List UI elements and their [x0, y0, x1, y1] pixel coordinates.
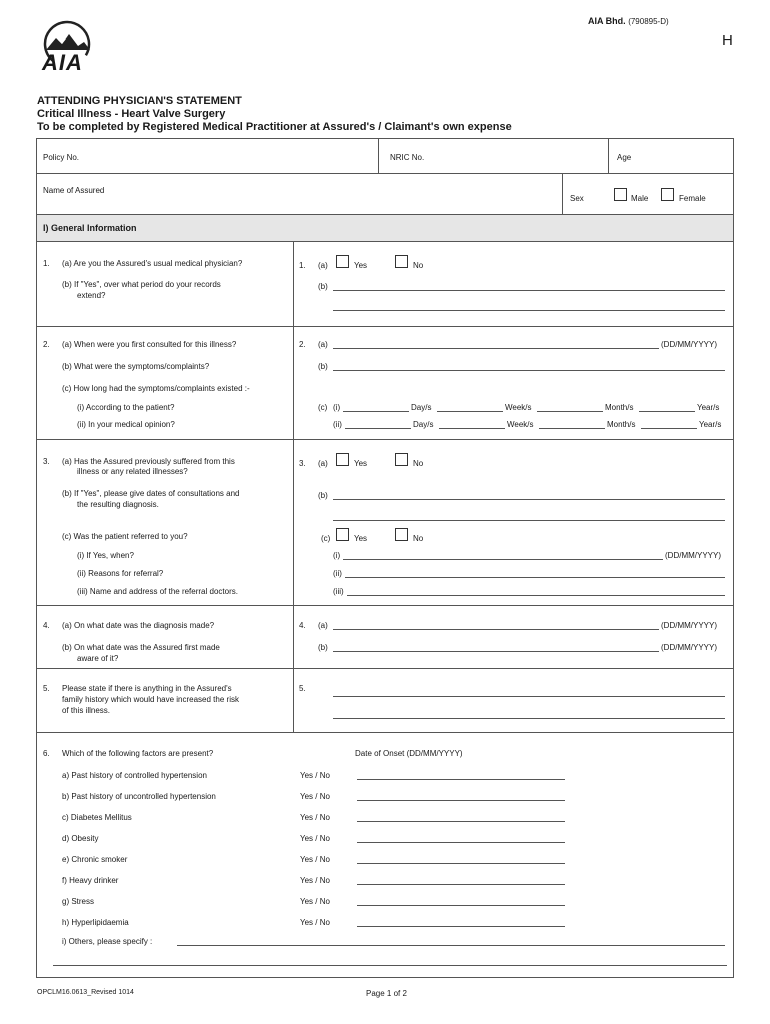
onset-date-line[interactable] [357, 800, 565, 801]
q5-answer-line-2[interactable] [333, 718, 725, 719]
onset-date-line[interactable] [357, 821, 565, 822]
q2c-text: (c) How long had the symptoms/complaints existed :- [62, 384, 250, 393]
q1a-yes-checkbox[interactable] [336, 255, 349, 268]
onset-date-line[interactable] [357, 842, 565, 843]
q5-text: Please state if there is anything in the Assured's [62, 684, 232, 693]
q2cii-years-line[interactable] [641, 428, 697, 429]
onset-date-line[interactable] [357, 863, 565, 864]
q4b-text: (b) On what date was the Assured first made [62, 643, 220, 652]
age-label: Age [617, 153, 632, 162]
q1b-answer-line[interactable] [333, 290, 725, 291]
q4a-answer-line[interactable] [333, 629, 659, 630]
form-revision-code: OPCLM16.0613_Revised 1014 [37, 989, 134, 996]
onset-date-line[interactable] [357, 905, 565, 906]
form-title: ATTENDING PHYSICIAN'S STATEMENT [37, 95, 242, 107]
factor-label: f) Heavy drinker [62, 876, 119, 885]
q3c-no-checkbox[interactable] [395, 528, 408, 541]
company-name: AIA Bhd. (790895-D) [588, 16, 669, 26]
q3a-no-checkbox[interactable] [395, 453, 408, 466]
yes-no-option[interactable]: Yes / No [300, 918, 330, 927]
onset-date-line[interactable] [357, 779, 565, 780]
q6-text: Which of the following factors are present? [62, 749, 214, 758]
q3c-text: (c) Was the patient referred to you? [62, 532, 188, 541]
q2cii-months-line[interactable] [539, 428, 605, 429]
yes-no-option[interactable]: Yes / No [300, 792, 330, 801]
factor-label: h) Hyperlipidaemia [62, 918, 129, 927]
female-checkbox[interactable] [661, 188, 674, 201]
logo-text: AIA [42, 50, 83, 75]
form-instruction: To be completed by Registered Medical Practitioner at Assured's / Claimant's own expense [37, 121, 512, 133]
q4a-text: (a) On what date was the diagnosis made? [62, 621, 215, 630]
yes-no-option[interactable]: Yes / No [300, 855, 330, 864]
nric-no-label: NRIC No. [390, 153, 425, 162]
q3cii-answer-line[interactable] [345, 577, 725, 578]
factor-label: e) Chronic smoker [62, 855, 128, 864]
yes-no-option[interactable]: Yes / No [300, 876, 330, 885]
factor-label: c) Diabetes Mellitus [62, 813, 132, 822]
factor-label: d) Obesity [62, 834, 99, 843]
q2ci-months-line[interactable] [537, 411, 603, 412]
q3b-text: (b) If "Yes", please give dates of consultations and [62, 489, 240, 498]
female-label: Female [679, 194, 706, 203]
name-label: Name of Assured [43, 186, 105, 195]
others-answer-line[interactable] [177, 945, 725, 946]
q3cii-text: (ii) Reasons for referral? [77, 569, 164, 578]
q2b-text: (b) What were the symptoms/complaints? [62, 362, 210, 371]
q2cii-text: (ii) In your medical opinion? [77, 420, 175, 429]
factor-label: g) Stress [62, 897, 95, 906]
yes-no-option[interactable]: Yes / No [300, 771, 330, 780]
q1a-no-checkbox[interactable] [395, 255, 408, 268]
q2b-answer-line[interactable] [333, 370, 725, 371]
policy-no-label: Policy No. [43, 153, 80, 162]
q4b-answer-line[interactable] [333, 651, 659, 652]
onset-header: Date of Onset (DD/MM/YYYY) [355, 749, 463, 758]
form-subtitle: Critical Illness - Heart Valve Surgery [37, 108, 226, 120]
q2a-text: (a) When were you first consulted for this illness? [62, 340, 237, 349]
q1b-text: (b) If "Yes", over what period do your records [62, 280, 221, 289]
yes-no-option[interactable]: Yes / No [300, 813, 330, 822]
question-1: 1. (a) Are you the Assured's usual medical physician? (b) If "Yes", over what period do your records extend? 1. (a) Yes No (b) [36, 241, 734, 327]
factor-label: a) Past history of controlled hypertension [62, 771, 207, 780]
q3a-yes-checkbox[interactable] [336, 453, 349, 466]
section-general-info [36, 214, 734, 242]
q2cii-weeks-line[interactable] [439, 428, 505, 429]
male-checkbox[interactable] [614, 188, 627, 201]
company-logo [36, 20, 98, 76]
q3a-text: (a) Has the Assured previously suffered from this [62, 457, 235, 466]
q3b-answer-line[interactable] [333, 499, 725, 500]
factor-label: b) Past history of uncontrolled hypertension [62, 792, 216, 801]
q3ci-text: (i) If Yes, when? [77, 551, 134, 560]
q2ci-years-line[interactable] [639, 411, 695, 412]
q3ciii-text: (iii) Name and address of the referral doctors. [77, 587, 238, 596]
yes-no-option[interactable]: Yes / No [300, 834, 330, 843]
question-5: 5. Please state if there is anything in the Assured's family history which would have increased the risk of this illness. 5. [36, 668, 734, 733]
q1a-text: (a) Are you the Assured's usual medical physician? [62, 259, 243, 268]
q2ci-days-line[interactable] [343, 411, 409, 412]
q3b-answer-line-2[interactable] [333, 520, 725, 521]
question-6: 6. Which of the following factors are present? Date of Onset (DD/MM/YYYY) a) Past history of controlled hypertension Yes / No b) Past history of uncontrolled hypertension Yes / No c) Diabetes Mellitus Yes / No d) Obesity Yes / No e) Chronic smoker Yes / No f) Heavy drinker Yes / No g) Stress Yes / No h) Hyperlipidaemia Yes / No i) Others, please specify : [36, 732, 734, 978]
q3ciii-answer-line[interactable] [347, 595, 725, 596]
q2a-answer-line[interactable] [333, 348, 659, 349]
others-label: i) Others, please specify : [62, 937, 153, 946]
question-3: 3. (a) Has the Assured previously suffered from this illness or any related illnesses? (b) If "Yes", please give dates of consultations and the resulting diagnosis. (c) Was the patient referred to you? (i) If Yes, when? (ii) Reasons for referral? (iii) Name and address of the referral doctors. 3. (a) Yes No (b) (c) Yes No (i) (DD/MM/YYYY) (ii) (iii) [36, 439, 734, 606]
q5-answer-line[interactable] [333, 696, 725, 697]
assured-details [36, 138, 734, 215]
others-answer-line-2[interactable] [53, 965, 727, 966]
form-code: H [722, 32, 733, 49]
yes-no-option[interactable]: Yes / No [300, 897, 330, 906]
question-2: 2. (a) When were you first consulted for this illness? (b) What were the symptoms/complaints? (c) How long had the symptoms/complaints existed :- (i) According to the patient? (ii) In your medical opinion? 2. (a) (DD/MM/YYYY) (b) (c) (i) Day/s Week/s Month/s Year/s (ii) Day/s Week/s Month/s Year/s [36, 326, 734, 440]
onset-date-line[interactable] [357, 884, 565, 885]
q2ci-weeks-line[interactable] [437, 411, 503, 412]
page-number: Page 1 of 2 [366, 989, 407, 998]
q1b-answer-line-2[interactable] [333, 310, 725, 311]
section-title: I) General Information [43, 223, 137, 233]
male-label: Male [631, 194, 649, 203]
q3ci-answer-line[interactable] [343, 559, 663, 560]
q2cii-days-line[interactable] [345, 428, 411, 429]
q3c-yes-checkbox[interactable] [336, 528, 349, 541]
sex-label: Sex [570, 194, 584, 203]
question-4: 4. (a) On what date was the diagnosis made? (b) On what date was the Assured first made aware of it? 4. (a) (DD/MM/YYYY) (b) (DD/MM/YYYY) [36, 605, 734, 669]
q2ci-text: (i) According to the patient? [77, 403, 175, 412]
onset-date-line[interactable] [357, 926, 565, 927]
